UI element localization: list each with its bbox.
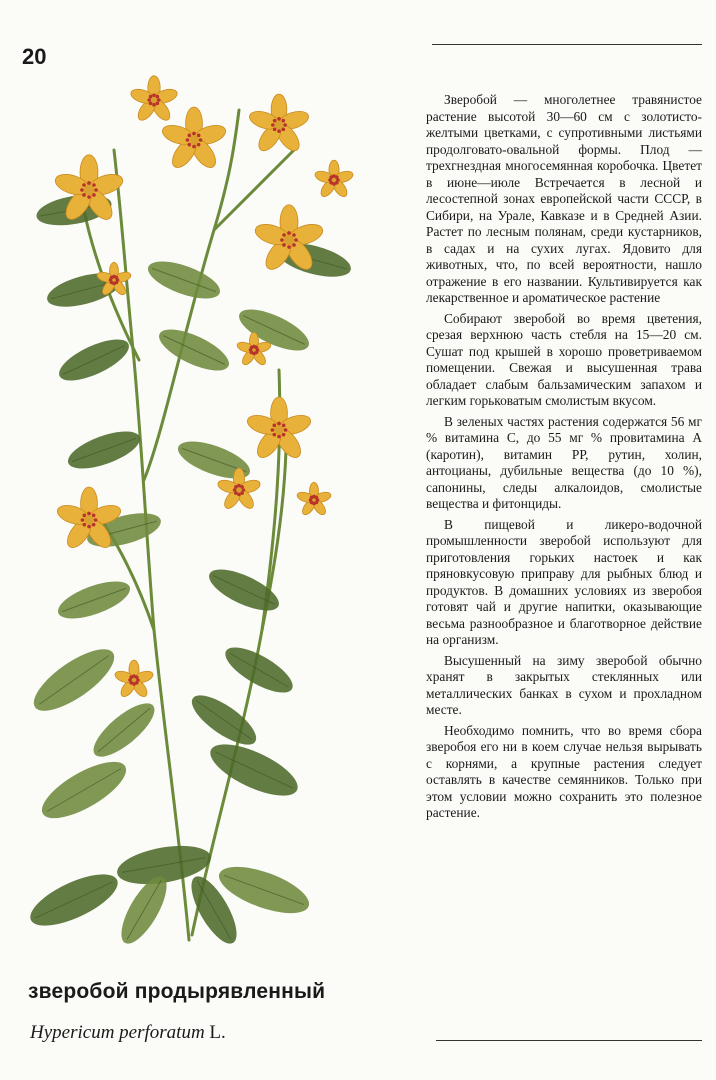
paragraph-composition: В зеленых частях растения содержатся 56 мг % витамина С, до 55 мг % провитамина А (каротин), витамин РР, рутин, холин, антоцианы, дубильные вещества (до 10 %), сапонины, следы алкалоидов, смолистые вещества и фитонциды. [426, 413, 702, 511]
flower [247, 94, 310, 154]
latin-species: perforatum [119, 1022, 205, 1043]
plant-illustration [14, 30, 384, 960]
paragraph-usage: В пищевой и ликеро-водочной промышленности зверобой используют для приготовления горьких настоек и как пряновкусовую приправу для рыбных блюд и продуктов. В домашних условиях из зверобоя готовят чай и другие напитки, оказывающие весьма разнообразное и благотворное действие на организм. [426, 516, 702, 647]
page-number: 20 [22, 44, 47, 69]
flower [314, 160, 355, 199]
latin-genus: Hypericum [30, 1022, 115, 1043]
article-body [426, 92, 702, 826]
latin-author: L. [209, 1022, 226, 1043]
flower [114, 660, 155, 699]
bottom-rule [436, 1040, 702, 1041]
top-rule [432, 44, 702, 45]
flower [296, 482, 332, 516]
paragraph-harvesting: Собирают зверобой во время цветения, срезая верхнюю часть стебля на 15—20 см. Сушат под крышей в хорошо проветриваемом помещении. Свежая и высушенная трава обладает слабым бальзамическим запахом и легким горьковатым смолистым вкусом. [426, 310, 702, 408]
flower [129, 76, 179, 123]
plant-title: зверобой продырявленный [28, 980, 326, 1003]
leaves [24, 190, 355, 950]
paragraph-description: Зверобой — многолетнее травянистое растение высотой 30—60 см с золотисто-желтыми цветками, с супротивными листьями продолговато-овальной формы. Плод — трехгнездная многосемянная коробочка. Цветет в июне—июле Встречается в лесной и лесостепной зонах европейской части СССР, в Сибири, на Урале, Кавказе и в Средней Азии. Растет по лесным полянам, среди кустарников, в садах и на сухих лугах. Ядовито для животных, что, по всей вероятности, нашло отражение в его названии. Культивируется как лекарственное и ароматическое растение [426, 92, 702, 305]
latin-name [30, 1022, 226, 1044]
flower [160, 107, 228, 172]
paragraph-conservation: Необходимо помнить, что во время сбора зверобоя его ни в коем случае нельзя вырывать с корнями, а крупные растения следует оставлять в качестве семянников. Только при этом условии можно сохранить это полезное растение. [426, 722, 702, 820]
paragraph-storage: Высушенный на зиму зверобой обычно хранят в закрытых стеклянных или металлических банках в сухом и прохладном месте. [426, 652, 702, 717]
